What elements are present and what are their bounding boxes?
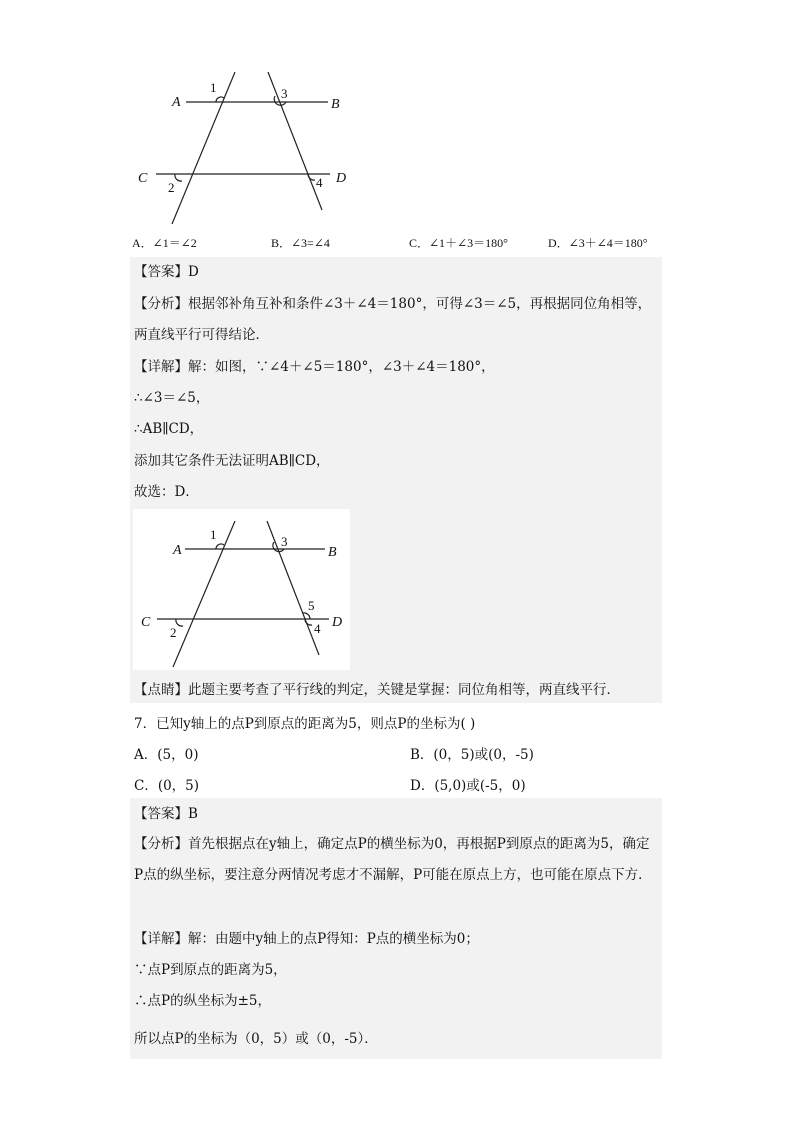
- label-d: D: [332, 615, 343, 630]
- label-a: A: [172, 95, 181, 110]
- q7-detail-2: ∵点P到原点的距离为5，: [134, 962, 287, 978]
- q7-detail-4: 所以点P的坐标为（0，5）或（0，-5）．: [134, 1031, 378, 1047]
- q7-detail-3: ∴点P的纵坐标为±5，: [134, 993, 271, 1009]
- q6-detail-3: ∴AB∥CD，: [134, 421, 204, 437]
- q7-option-c: C．(0，5): [134, 778, 200, 794]
- q6-analysis: 【分析】根据邻补角互补和条件∠3＋∠4＝180°，可得∠3＝∠5，再根据同位角相等，两直线平行可得结论．: [134, 296, 652, 343]
- label-b: B: [331, 97, 340, 112]
- q6-detail-2: ∴∠3＝∠5，: [134, 390, 210, 406]
- label-angle-2: 2: [170, 625, 177, 640]
- q6-option-d: D．∠3＋∠4＝180°: [548, 236, 648, 250]
- angle-4-arc: [305, 619, 312, 625]
- angle-2-arc: [176, 619, 183, 626]
- label-angle-5: 5: [308, 598, 315, 613]
- q7-detail-1: 【详解】解：由题中y轴上的点P得知：P点的横坐标为0；: [134, 931, 479, 947]
- q6-detail-1: 【详解】解：如图，∵∠4＋∠5＝180°，∠3＋∠4＝180°，: [134, 359, 495, 375]
- label-angle-1: 1: [210, 80, 217, 95]
- label-angle-1: 1: [210, 527, 217, 542]
- angle-4-arc: [308, 174, 315, 180]
- label-angle-3: 3: [281, 534, 288, 549]
- q7-analysis: 【分析】首先根据点在y轴上，确定点P的横坐标为0，再根据P到原点的距离为5，确定P点的纵坐标，要注意分两情况考虑才不漏解，P可能在原点上方，也可能在原点下方．: [134, 836, 652, 883]
- label-angle-4: 4: [314, 621, 321, 636]
- label-d: D: [336, 171, 347, 186]
- q6-comment: 【点睛】此题主要考查了平行线的判定，关键是掌握：同位角相等，两直线平行．: [134, 682, 620, 698]
- label-c: C: [141, 615, 151, 630]
- label-angle-2: 2: [168, 180, 175, 195]
- q7-answer: 【答案】B: [134, 806, 198, 822]
- solution-figure: [133, 509, 350, 670]
- label-c: C: [138, 171, 148, 186]
- q7-option-b: B．(0，5)或(0，-5): [410, 747, 534, 763]
- q6-detail-5: 故选：D．: [134, 484, 199, 500]
- label-angle-3: 3: [281, 86, 288, 101]
- label-a: A: [173, 543, 182, 558]
- transversal-left: [173, 521, 235, 667]
- q6-answer: 【答案】D: [134, 264, 199, 280]
- transversal-right: [268, 72, 322, 210]
- transversal-right: [267, 521, 319, 655]
- q7-stem: 7．已知y轴上的点P到原点的距离为5，则点P的坐标为( ): [134, 716, 476, 732]
- q7-option-a: A．(5，0): [134, 747, 199, 763]
- q6-option-a: A．∠1＝∠2: [132, 236, 197, 250]
- question-figure: [130, 66, 360, 231]
- q7-option-d: D．(5,0)或(-5，0): [410, 778, 526, 794]
- transversal-left: [172, 72, 235, 224]
- angle-2-arc: [175, 174, 182, 181]
- q6-option-c: C．∠1＋∠3＝180°: [409, 236, 508, 250]
- label-angle-4: 4: [316, 175, 323, 190]
- label-b: B: [328, 545, 337, 560]
- q6-option-b: B．∠3=∠4: [271, 236, 330, 250]
- q6-detail-4: 添加其它条件无法证明AB∥CD，: [134, 453, 330, 469]
